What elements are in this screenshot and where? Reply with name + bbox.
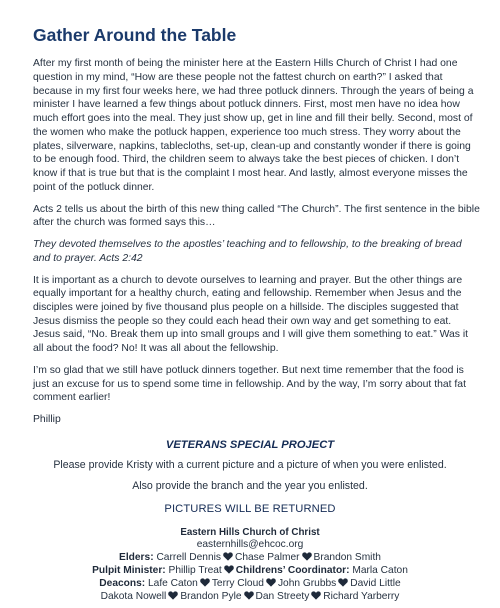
heart-icon [168,591,178,600]
heart-icon [338,578,348,587]
article-paragraph-3: It is important as a church to devote ourselves to learning and prayer. But the other things are equally important for a healthy church, eating and fellowship. Remember when Jesus and the disciples were joined by five thousand plus people on a hillside. The disciples suggested that Jesus dismiss the people so they could each head their own way and get something to eat. Jesus said, “No. Break them up into small groups and I will give them something to eat.” Was it all about the food? No! It was all about the fellowship. [33,274,469,355]
church-footer [20,527,480,603]
heart-icon [311,591,321,600]
heart-icon [223,552,233,561]
heart-icon [200,578,210,587]
heart-icon [266,578,276,587]
church-email: easternhills@ehcoc.org [196,539,304,551]
pulpit-minister-label: Pulpit Minister: [92,565,166,576]
veterans-instruction-1: Please provide Kristy with a current picture and a picture of when you were enlisted. [53,458,447,471]
childrens-coordinator-name: Marla Caton [352,565,408,576]
heart-icon [224,565,234,574]
elders-line [20,552,480,565]
deacon-name: Lafe Caton [148,577,198,589]
deacon-name: David Little [350,577,401,589]
deacon-name: John Grubbs [277,577,337,589]
ministers-line [20,565,480,578]
article-title: Gather Around the Table [33,25,237,45]
elder-name: Brandon Smith [313,552,381,564]
deacons-line-2 [20,591,480,604]
veterans-title: VETERANS SPECIAL PROJECT [165,438,335,451]
deacon-name: Richard Yarberry [323,590,400,602]
deacons-label: Deacons: [99,577,146,589]
elders-label: Elders: [119,552,154,564]
article-paragraph-2: Acts 2 tells us about the birth of this new thing called “The Church”. The first sentence in the bible after the church was formed says this… [33,203,480,229]
church-name: Eastern Hills Church of Christ [180,527,320,539]
deacons-line-1 [20,578,480,591]
heart-icon [302,552,312,561]
article-paragraph-1: After my first month of being the minister here at the Eastern Hills Church of Christ I had one question in my mind, “How are these people not the fattest church on earth?” I asked that because in my first four weeks here, we had three potluck dinners. Through the years of being a minister I have learned a few things about potluck dinners. First, most men have no idea how much effort goes into the meal. They just show up, get in line and fill their belly. Second, most of the women who make the potluck happen, experience too much stress. They worry about the plates, silverware, napkins, tablecloths, set-up, clean-up and constantly wonder if there is going to be enough food. Third, the children seem to always take the best pieces of chicken. I don’t know if that is true but that is the complaint I most hear. And lastly, almost everyone misses the point of the potluck dinner. [33,58,474,193]
pictures-returned-notice: PICTURES WILL BE RETURNED [164,503,336,516]
pulpit-minister-name: Phillip Treat [168,565,222,576]
elder-name: Carrell Dennis [156,552,221,564]
scripture-quote: They devoted themselves to the apostles’ teaching and to fellowship, to the breaking of bread and to prayer. Acts 2:42 [33,239,462,264]
elder-name: Chase Palmer [234,552,300,564]
article-paragraph-4: I’m so glad that we still have potluck dinners together. But next time remember that the food is just an excuse for us to spend some time in fellowship. And by the way, I’m sorry about that fat comment earlier! [33,364,466,404]
deacon-name: Brandon Pyle [180,590,242,602]
article-signature: Phillip [33,414,61,426]
veterans-instruction-2: Also provide the branch and the year you enlisted. [132,479,368,492]
deacon-name: Dakota Nowell [100,590,167,602]
deacon-name: Dan Streety [255,590,310,602]
deacon-name: Terry Cloud [211,577,264,589]
childrens-coordinator-label: Childrens’ Coordinator: [235,565,350,576]
heart-icon [244,591,254,600]
veterans-section [20,439,480,516]
